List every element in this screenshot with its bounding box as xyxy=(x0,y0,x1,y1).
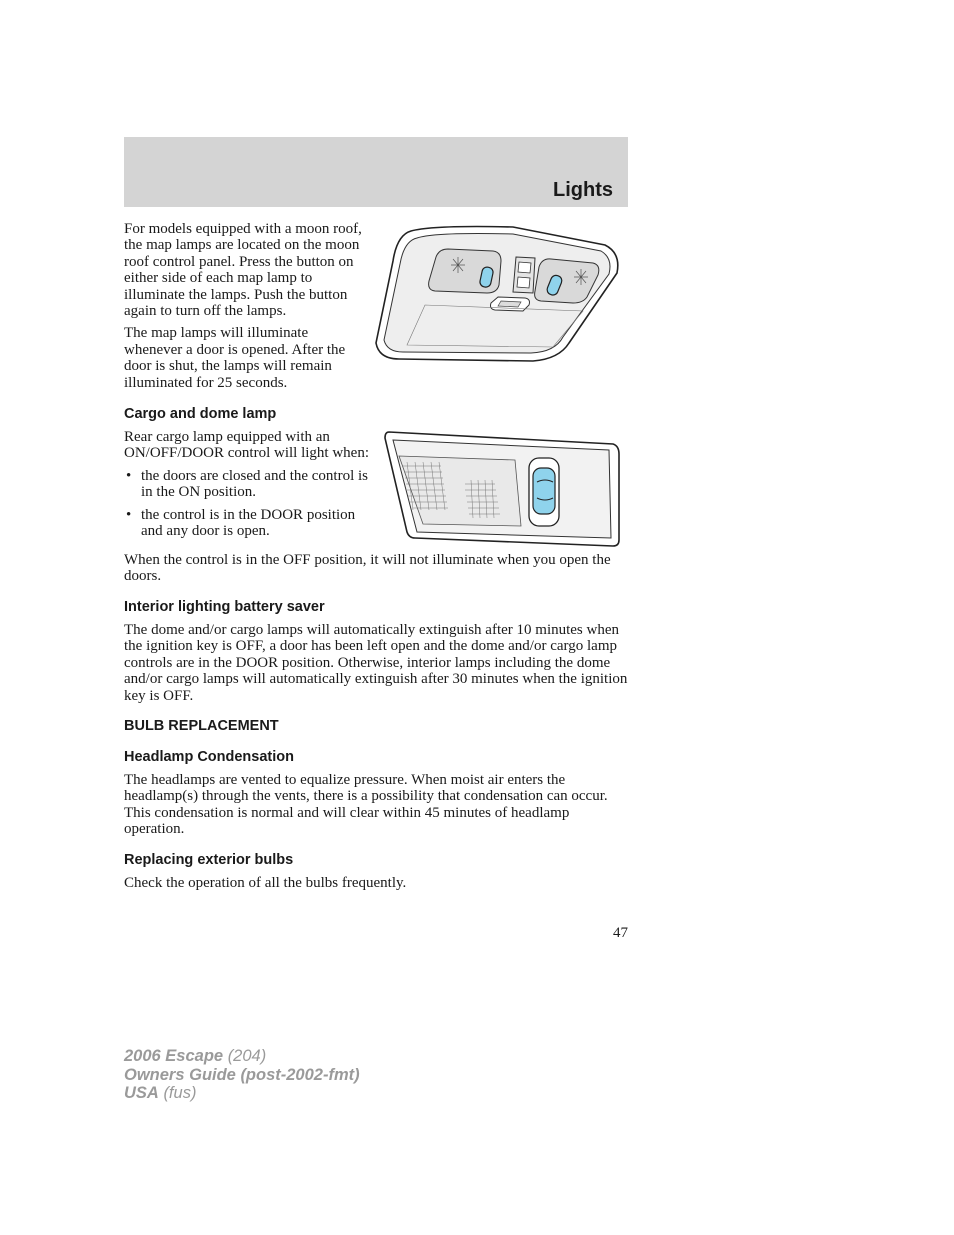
replacing-exterior-bulbs-text: Check the operation of all the bulbs frequently. xyxy=(124,874,407,891)
battery-saver-heading: Interior lighting battery saver xyxy=(124,598,325,615)
battery-saver-text: The dome and/or cargo lamps will automatically extinguish after 10 minutes when the ignition key is OFF, a door has been left open and the dome and/or cargo lamp controls are in the DOOR position. Otherwise, interior lamps including the dome and/or cargo lamps will automatically extinguish after 30 minutes when the ignition key is OFF. xyxy=(124,621,628,704)
map-lamp-door-text: The map lamps will illuminate whenever a door is opened. After the door is shut, the lamps will remain illuminated for 25 seconds. xyxy=(124,325,346,391)
footer-model-code: (204) xyxy=(227,1047,267,1065)
cargo-off-position-text: When the control is in the OFF position, it will not illuminate when you open the doors. xyxy=(124,552,611,585)
moonroof-map-lamp-text: For models equipped with a moon roof, the map lamps are located on the moon roof control panel. Press the button on either side of each map lamp to illuminate the lamps. Push the button again to turn off the lamps. xyxy=(124,221,362,320)
footer-guide-title: Owners Guide (post-2002-fmt) xyxy=(124,1065,360,1084)
section-header-band xyxy=(124,137,628,207)
map-lamp-illustration xyxy=(373,221,628,367)
headlamp-condensation-text: The headlamps are vented to equalize pressure. When moist air enters the headlamp(s) through the vents, there is a possibility that condensation can occur. This condensation is normal and will clear within 45 minutes of headlamp operation. xyxy=(124,771,608,838)
page-number: 47 xyxy=(613,925,628,941)
footer-model: 2006 Escape xyxy=(124,1047,224,1065)
bullet-icon: • xyxy=(126,467,132,484)
list-item: • the doors are closed and the control is in the ON position. xyxy=(126,467,369,501)
footer-market: USA xyxy=(124,1084,159,1102)
page-content xyxy=(124,221,628,891)
document-footer xyxy=(124,1047,360,1103)
cargo-lamp-text: Rear cargo lamp equipped with an ON/OFF/DOOR control will light when: xyxy=(124,429,370,462)
cargo-dome-lamp-heading: Cargo and dome lamp xyxy=(124,406,277,423)
section-title: Lights xyxy=(553,179,613,201)
bullet-icon: • xyxy=(126,506,132,523)
list-item: • the control is in the DOOR position and any door is open. xyxy=(126,506,356,540)
bulb-replacement-heading: BULB REPLACEMENT xyxy=(124,717,279,734)
headlamp-condensation-heading: Headlamp Condensation xyxy=(124,748,294,765)
replacing-exterior-bulbs-heading: Replacing exterior bulbs xyxy=(124,851,294,868)
footer-market-code: (fus) xyxy=(163,1084,197,1102)
